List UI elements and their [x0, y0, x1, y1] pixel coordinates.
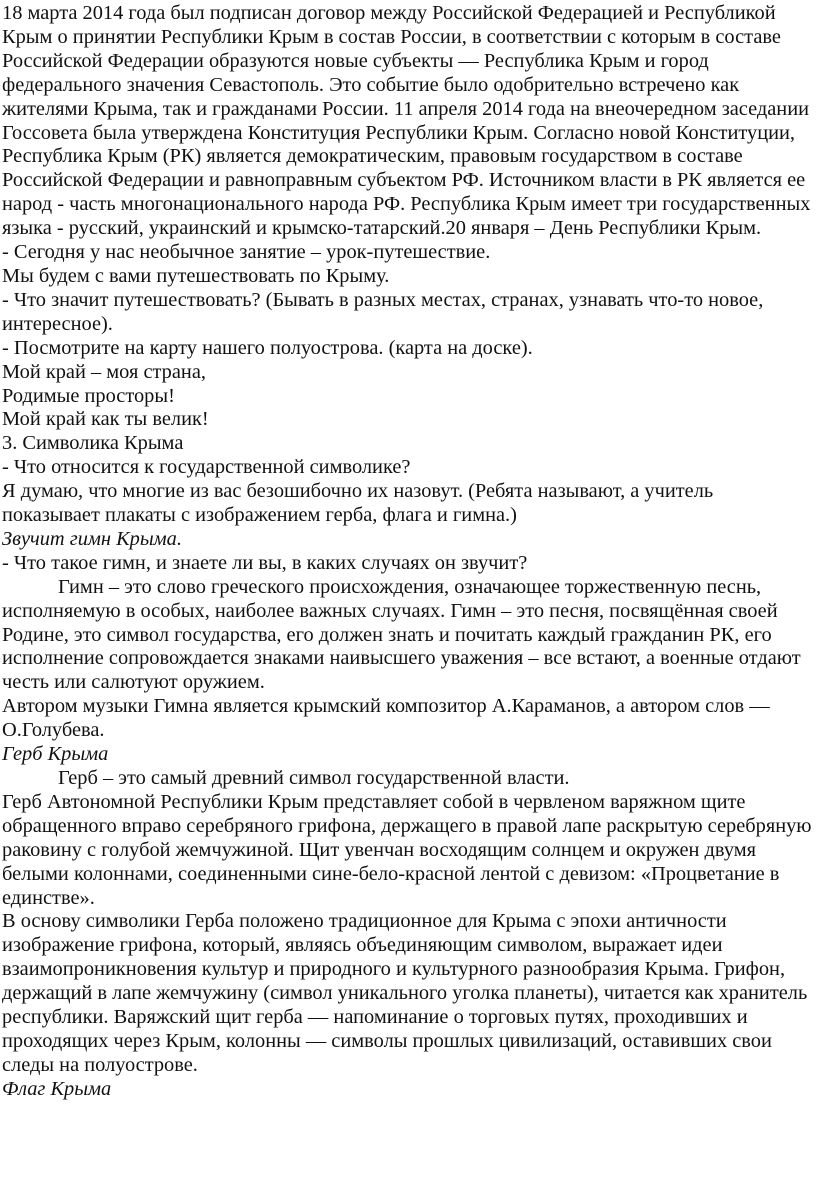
section-heading-symbols: 3. Символика Крыма: [2, 432, 184, 455]
paragraph-question-anthem: - Что такое гимн, и знаете ли вы, в каких случаях он звучит?: [2, 551, 528, 574]
poem-line-2: Родимые просторы!: [2, 384, 175, 407]
paragraph-coat-description: Герб Автономной Республики Крым представляет собой в червленом варяжном щите обращенного вправо серебряного грифона, держащего в правой лапе раскрытую серебряную раковину с голубой жемчужиной. Щит увенчан восходящим солнцем и окружен двумя белыми колоннами, соединенными сине-бело-красной лентой с девизом: «Процветание в единстве».: [2, 790, 812, 909]
paragraph-coat-definition: Герб – это самый древний символ государственной власти.: [58, 767, 570, 789]
poem-line-1: Мой край – моя страна,: [2, 360, 206, 383]
paragraph-question-travel: - Что значит путешествовать? (Бывать в разных местах, странах, узнавать что-то новое, интересное).: [2, 288, 764, 335]
paragraph-coat-symbolism: В основу символики Герба положено традиционное для Крыма с эпохи античности изображение грифона, который, являясь объединяющим символом, выражает идеи взаимопроникновения культур и природного и культурного разнообразия Крыма. Грифон, держащий в лапе жемчужину (символ уникального уголка планеты), читается как хранитель республики. Варяжский щит герба — напоминание о торговых путях, проходивших и проходящих через Крым, колонны — символы прошлых цивилизаций, оставивших свои следы на полуострове.: [2, 910, 808, 1076]
heading-flag: Флаг Крыма: [2, 1077, 112, 1100]
heading-coat-of-arms: Герб Крыма: [2, 743, 109, 766]
paragraph-travel: Мы будем с вами путешествовать по Крыму.: [2, 264, 390, 287]
paragraph-anthem-authors: Автором музыки Гимна является крымский композитор А.Караманов, а автором слов — О.Голубева.: [2, 695, 770, 742]
paragraph-posters: Я думаю, что многие из вас безошибочно их назовут. (Ребята называют, а учитель показывает плакаты с изображением герба, флага и гимна.): [2, 480, 714, 527]
paragraph-anthem-definition: Гимн – это слово греческого происхождения, означающее торжественную песнь, исполняемую в особых, наиболее важных случаях. Гимн – это песня, посвящённая своей Родине, это символ государства, его должен знать и почитать каждый гражданин РК, его исполнение сопровождается знаками наивысшего уважения – все встают, а военные отдают честь или салютуют оружием.: [2, 575, 801, 694]
paragraph-intro: 18 марта 2014 года был подписан договор между Российской Федерацией и Республикой Крым о принятии Республики Крым в состав России, в соответствии с которым в составе Российской Федерации образуются новые субъекты — Республика Крым и город федерального значения Севастополь. Это событие было одобрительно встречено как жителями Крыма, так и гражданами России. 11 апреля 2014 года на внеочередном заседании Госсовета была утверждена Конституция Республики Крым. Согласно новой Конституции, Республика Крым (РК) является демократическим, правовым государством в составе Российской Федерации и равноправным субъектом РФ. Источником власти в РК является ее народ - часть многонационального народа РФ. Республика Крым имеет три государственных языка - русский, украинский и крымско-татарский.20 января – День Республики Крым.: [2, 2, 811, 240]
paragraph-lesson-intro: - Сегодня у нас необычное занятие – урок-путешествие.: [2, 241, 491, 264]
paragraph-question-symbols: - Что относится к государственной символике?: [2, 456, 411, 479]
heading-anthem: Звучит гимн Крыма.: [2, 527, 182, 550]
paragraph-map: - Посмотрите на карту нашего полуострова. (карта на доске).: [2, 336, 533, 359]
poem-line-3: Мой край как ты велик!: [2, 408, 209, 431]
